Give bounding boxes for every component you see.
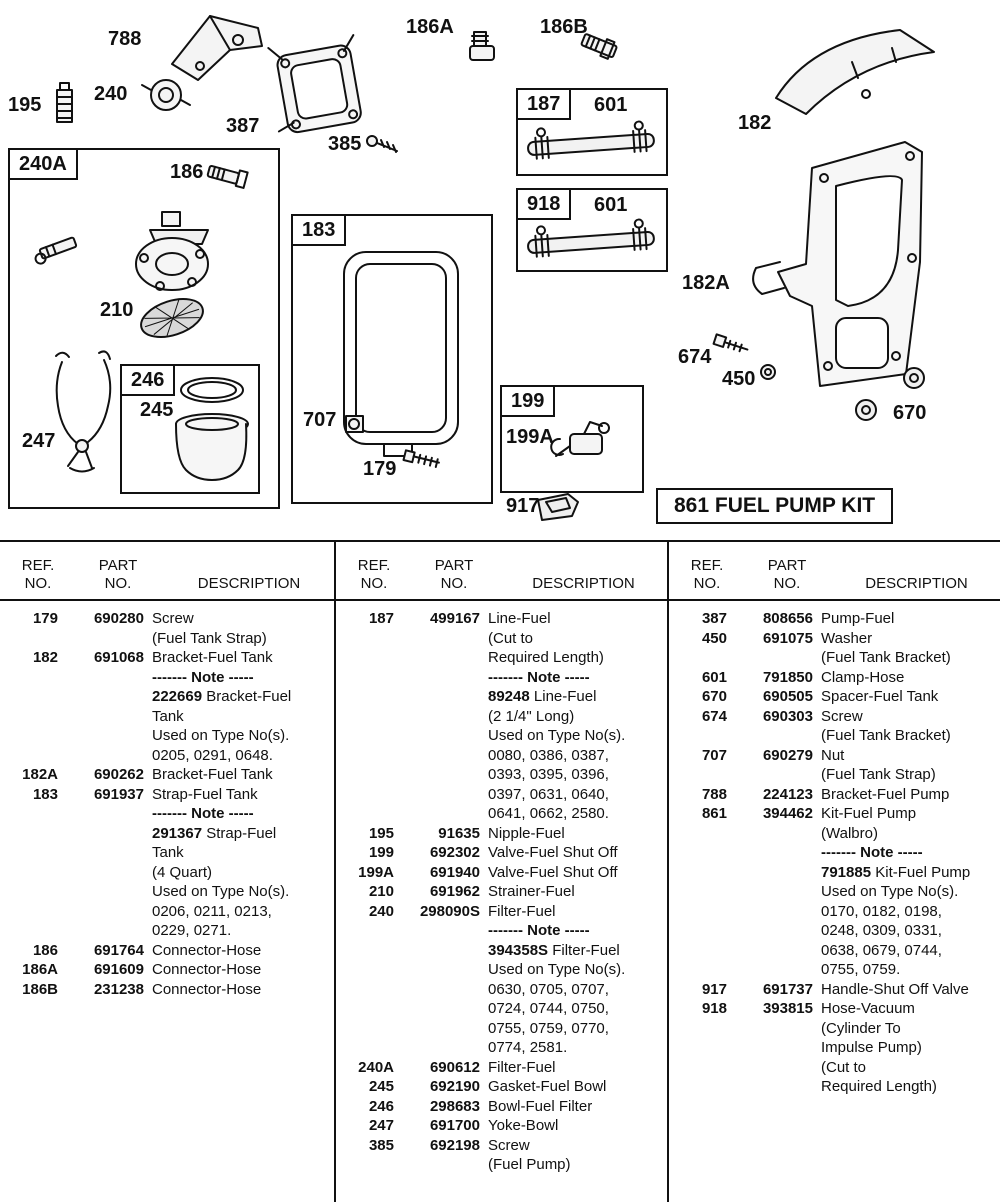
callout-186B: 186B bbox=[540, 16, 588, 38]
description-line: (Fuel Tank Bracket) bbox=[821, 649, 951, 666]
callout-199A: 199A bbox=[506, 426, 554, 448]
parts-entry bbox=[669, 980, 1000, 1000]
part-no: 231238 bbox=[93, 980, 144, 998]
description-line: Connector-Hose bbox=[152, 961, 262, 978]
description-line: 791885 Kit-Fuel Pump bbox=[821, 863, 971, 881]
description-line: 0724, 0744, 0750, bbox=[488, 1000, 609, 1017]
description-line: Tank bbox=[152, 844, 184, 861]
description-line: (Cut to bbox=[488, 629, 534, 647]
description bbox=[488, 824, 667, 844]
description bbox=[488, 1136, 667, 1175]
parts-entry bbox=[336, 609, 667, 824]
description-line: Used on Type No(s). bbox=[488, 727, 626, 744]
ref-no: 182 bbox=[32, 649, 58, 666]
part-no: 691764 bbox=[93, 941, 144, 959]
part-no: 691937 bbox=[93, 785, 144, 803]
part-no: 298090S bbox=[419, 902, 480, 920]
table-header-3 bbox=[669, 542, 1000, 601]
parts-entry bbox=[336, 1116, 667, 1136]
header-ref-no bbox=[344, 557, 404, 593]
ref-no: 199 bbox=[368, 844, 394, 861]
parts-entry bbox=[669, 687, 1000, 707]
header-ref-line1: REF. bbox=[357, 557, 391, 574]
description bbox=[152, 980, 334, 1000]
description bbox=[821, 707, 1000, 746]
description bbox=[821, 668, 1000, 688]
description bbox=[488, 843, 667, 863]
description-line: Yoke-Bowl bbox=[488, 1117, 559, 1134]
parts-entry bbox=[336, 902, 667, 1058]
ref-no: 186A bbox=[22, 961, 58, 978]
part-no: 690612 bbox=[429, 1058, 480, 1076]
parts-column-1 bbox=[0, 542, 334, 1202]
callout-179: 179 bbox=[363, 458, 397, 480]
callout-195: 195 bbox=[8, 94, 42, 116]
description-line: Filter-Fuel bbox=[488, 902, 556, 920]
description bbox=[488, 609, 667, 824]
parts-entry bbox=[669, 668, 1000, 688]
description-line: Gasket-Fuel Bowl bbox=[488, 1078, 607, 1095]
header-description: DESCRIPTION bbox=[865, 575, 968, 592]
description-line: Nipple-Fuel bbox=[488, 824, 565, 842]
ref-no: 183 bbox=[32, 785, 58, 803]
description-line: (2 1/4" Long) bbox=[488, 707, 575, 725]
callout-240: 240 bbox=[94, 83, 128, 105]
part-no: 690279 bbox=[762, 746, 813, 764]
header-part-line2: NO. bbox=[440, 575, 468, 592]
description-line: Strainer-Fuel bbox=[488, 883, 575, 900]
part-no: 690280 bbox=[93, 610, 144, 627]
ref-no: 179 bbox=[32, 610, 58, 627]
description-line: Screw bbox=[488, 1136, 530, 1154]
description bbox=[821, 687, 1000, 707]
header-ref-no bbox=[677, 557, 737, 593]
description bbox=[821, 980, 1000, 1000]
description-line: 0630, 0705, 0707, bbox=[488, 980, 609, 998]
part-no: 690303 bbox=[762, 707, 813, 725]
description-line: 0170, 0182, 0198, bbox=[821, 902, 942, 920]
screw-385-drawing bbox=[367, 136, 397, 152]
ref-no: 182A bbox=[22, 766, 58, 783]
header-part-no bbox=[745, 557, 829, 593]
description-line: Strap-Fuel Tank bbox=[152, 785, 258, 803]
header-ref-line1: REF. bbox=[21, 557, 55, 574]
header-description: DESCRIPTION bbox=[532, 575, 635, 592]
part-no: 692198 bbox=[429, 1136, 480, 1154]
description-line: ------- Note ----- bbox=[152, 805, 254, 822]
description bbox=[488, 1097, 667, 1117]
ref-no: 450 bbox=[701, 629, 727, 647]
description-line: Used on Type No(s). bbox=[152, 727, 290, 744]
description-line: 0638, 0679, 0744, bbox=[821, 941, 942, 959]
parts-entry bbox=[669, 999, 1000, 1097]
description-line: (Fuel Pump) bbox=[488, 1156, 571, 1173]
header-part-line2: NO. bbox=[104, 575, 132, 592]
fuel-pump-kit-title: 861 FUEL PUMP KIT bbox=[656, 488, 893, 524]
callout-183: 183 bbox=[291, 214, 346, 246]
description-line: (4 Quart) bbox=[152, 863, 213, 881]
ref-no: 918 bbox=[701, 1000, 727, 1017]
description-line: 291367 Strap-Fuel bbox=[152, 824, 277, 842]
screw-674-drawing bbox=[714, 334, 749, 354]
description-line: Bracket-Fuel Pump bbox=[821, 785, 950, 803]
description-line: Valve-Fuel Shut Off bbox=[488, 863, 618, 881]
exploded-parts-diagram bbox=[0, 0, 1000, 540]
callout-245: 245 bbox=[140, 399, 174, 421]
description-line: (Walbro) bbox=[821, 824, 878, 842]
description-line: ------- Note ----- bbox=[152, 668, 254, 686]
tank-bracket-182A-drawing bbox=[753, 142, 922, 386]
header-part-no bbox=[412, 557, 496, 593]
description-line: Used on Type No(s). bbox=[152, 883, 290, 900]
description-line: Bowl-Fuel Filter bbox=[488, 1097, 593, 1115]
header-ref-line2: NO. bbox=[24, 575, 52, 592]
callout-707: 707 bbox=[303, 409, 337, 431]
parts-column-3 bbox=[667, 542, 1000, 1202]
fuel-filter-drawing bbox=[142, 80, 190, 110]
parts-entry bbox=[0, 609, 334, 648]
description-line: Required Length) bbox=[821, 1078, 937, 1095]
description bbox=[152, 960, 334, 980]
description bbox=[152, 609, 334, 648]
description bbox=[821, 609, 1000, 629]
parts-column-2 bbox=[334, 542, 667, 1202]
header-part-no bbox=[76, 557, 160, 593]
ref-no: 246 bbox=[368, 1097, 394, 1115]
description-line: Filter-Fuel bbox=[488, 1058, 556, 1076]
ref-no: 195 bbox=[368, 824, 394, 842]
description-line: 0755, 0759. bbox=[821, 961, 901, 978]
part-no: 691068 bbox=[93, 649, 144, 666]
callout-674: 674 bbox=[678, 346, 712, 368]
description-line: Bracket-Fuel Tank bbox=[152, 766, 273, 783]
parts-entry bbox=[336, 882, 667, 902]
ref-no: 210 bbox=[368, 883, 394, 900]
parts-entry bbox=[336, 824, 667, 844]
description-line: 0397, 0631, 0640, bbox=[488, 785, 609, 803]
description-line: 89248 Line-Fuel bbox=[488, 688, 597, 705]
parts-entry bbox=[669, 746, 1000, 785]
parts-entry bbox=[0, 648, 334, 765]
parts-entry bbox=[669, 629, 1000, 668]
header-part-line1: PART bbox=[767, 557, 807, 574]
ref-no: 601 bbox=[701, 668, 727, 686]
description-line: ------- Note ----- bbox=[821, 844, 923, 861]
header-part-line1: PART bbox=[98, 557, 138, 574]
header-part-line1: PART bbox=[434, 557, 474, 574]
ref-no: 186B bbox=[22, 980, 58, 998]
callout-240A: 240A bbox=[8, 148, 78, 180]
parts-entry bbox=[0, 941, 334, 961]
description bbox=[821, 746, 1000, 785]
description-line: 0248, 0309, 0331, bbox=[821, 922, 942, 939]
description bbox=[152, 765, 334, 785]
parts-entry bbox=[0, 960, 334, 980]
description-line: 0206, 0211, 0213, bbox=[152, 902, 272, 920]
description-line: ------- Note ----- bbox=[488, 668, 590, 686]
callout-450: 450 bbox=[722, 368, 756, 390]
elbow-connector-drawing bbox=[470, 32, 494, 60]
description bbox=[488, 1116, 667, 1136]
parts-entry bbox=[336, 1077, 667, 1097]
header-ref-line1: REF. bbox=[690, 557, 724, 574]
callout-670: 670 bbox=[893, 402, 927, 424]
parts-list-3 bbox=[669, 601, 1000, 1097]
part-no: 808656 bbox=[762, 610, 813, 627]
parts-entry bbox=[669, 785, 1000, 805]
description-line: 0755, 0759, 0770, bbox=[488, 1019, 609, 1037]
ref-no: 788 bbox=[701, 785, 727, 803]
header-part-line2: NO. bbox=[773, 575, 801, 592]
part-no: 691609 bbox=[93, 961, 144, 978]
table-header-2 bbox=[336, 542, 667, 601]
tank-bracket-182-drawing bbox=[776, 30, 934, 114]
description bbox=[152, 648, 334, 765]
callout-186: 186 bbox=[170, 161, 204, 183]
description-line: Screw bbox=[152, 610, 194, 627]
description-line: Nut bbox=[821, 746, 845, 764]
description-line: Used on Type No(s). bbox=[488, 961, 626, 978]
description-line: Handle-Shut Off Valve bbox=[821, 980, 969, 998]
callout-918: 918 bbox=[516, 188, 571, 220]
description-line: 0641, 0662, 2580. bbox=[488, 805, 609, 822]
description-line: Connector-Hose bbox=[152, 941, 262, 959]
callout-187: 187 bbox=[516, 88, 571, 120]
description-line: Hose-Vacuum bbox=[821, 1000, 915, 1017]
description-line: 0080, 0386, 0387, bbox=[488, 746, 609, 764]
callout-385: 385 bbox=[328, 133, 362, 155]
description bbox=[152, 941, 334, 961]
description-line: 0205, 0291, 0648. bbox=[152, 746, 273, 764]
callout-199: 199 bbox=[500, 385, 555, 417]
ref-no: 674 bbox=[701, 707, 727, 725]
description bbox=[488, 902, 667, 1058]
header-ref-line2: NO. bbox=[693, 575, 721, 592]
ref-no: 385 bbox=[368, 1136, 394, 1154]
callout-186A: 186A bbox=[406, 16, 454, 38]
description bbox=[152, 785, 334, 941]
description bbox=[821, 785, 1000, 805]
callout-788: 788 bbox=[108, 28, 142, 50]
description-line: Used on Type No(s). bbox=[821, 883, 959, 900]
description bbox=[488, 1058, 667, 1078]
callout-210: 210 bbox=[100, 299, 134, 321]
description-line: Pump-Fuel bbox=[821, 610, 895, 627]
callout-247: 247 bbox=[22, 430, 56, 452]
parts-entry bbox=[0, 980, 334, 1000]
part-no: 91635 bbox=[438, 824, 480, 842]
part-no: 499167 bbox=[429, 610, 480, 627]
part-no: 298683 bbox=[429, 1097, 480, 1115]
ref-no: 240A bbox=[358, 1058, 394, 1076]
parts-entry bbox=[336, 1136, 667, 1175]
part-no: 690505 bbox=[762, 688, 813, 705]
part-no: 224123 bbox=[762, 785, 813, 803]
description-line: Impulse Pump) bbox=[821, 1039, 922, 1056]
bracket-fuel-pump-drawing bbox=[172, 16, 262, 80]
ref-no: 861 bbox=[701, 805, 727, 822]
description-line: (Cut to bbox=[821, 1058, 867, 1076]
part-no: 691940 bbox=[429, 863, 480, 881]
shutoff-handle-drawing bbox=[538, 494, 578, 520]
ref-no: 247 bbox=[368, 1117, 394, 1134]
ref-no: 707 bbox=[701, 746, 727, 764]
parts-entry bbox=[336, 863, 667, 883]
description bbox=[821, 999, 1000, 1097]
description bbox=[821, 629, 1000, 668]
header-ref-line2: NO. bbox=[360, 575, 388, 592]
ref-no: 387 bbox=[701, 610, 727, 627]
description-line: Valve-Fuel Shut Off bbox=[488, 844, 618, 861]
part-no: 691075 bbox=[762, 629, 813, 647]
description-line: (Fuel Tank Bracket) bbox=[821, 727, 951, 744]
nipple-fuel-drawing bbox=[57, 83, 72, 122]
description-line: Screw bbox=[821, 707, 863, 725]
callout-246: 246 bbox=[120, 364, 175, 396]
description-line: ------- Note ----- bbox=[488, 922, 590, 939]
description-line: Required Length) bbox=[488, 649, 604, 666]
ref-no: 670 bbox=[701, 688, 727, 705]
parts-entry bbox=[669, 804, 1000, 980]
callout-917: 917 bbox=[506, 495, 540, 517]
ref-no: 186 bbox=[32, 941, 58, 959]
fuel-pump-drawing bbox=[264, 33, 368, 135]
ref-no: 917 bbox=[701, 980, 727, 998]
parts-entry bbox=[0, 785, 334, 941]
part-no: 691962 bbox=[429, 883, 480, 900]
ref-no: 199A bbox=[358, 863, 394, 881]
description-line: Connector-Hose bbox=[152, 980, 262, 998]
header-ref-no bbox=[8, 557, 68, 593]
description bbox=[821, 804, 1000, 980]
parts-entry bbox=[669, 707, 1000, 746]
parts-entry bbox=[336, 1097, 667, 1117]
description-line: 0393, 0395, 0396, bbox=[488, 766, 609, 783]
parts-list-2 bbox=[336, 601, 667, 1175]
ref-no: 240 bbox=[368, 902, 394, 920]
part-no: 691700 bbox=[429, 1117, 480, 1134]
ref-no: 187 bbox=[368, 610, 394, 627]
part-no: 394462 bbox=[762, 805, 813, 822]
parts-entry bbox=[669, 609, 1000, 629]
part-no: 690262 bbox=[93, 766, 144, 783]
callout-182: 182 bbox=[738, 112, 772, 134]
part-no: 691737 bbox=[762, 980, 813, 998]
callout-601a: 601 bbox=[594, 94, 628, 116]
table-header-1 bbox=[0, 542, 334, 601]
description bbox=[488, 1077, 667, 1097]
description bbox=[488, 882, 667, 902]
parts-entry bbox=[336, 843, 667, 863]
parts-entry bbox=[336, 1058, 667, 1078]
description-line: Clamp-Hose bbox=[821, 668, 905, 686]
description-line: 394358S Filter-Fuel bbox=[488, 941, 620, 959]
description-line: (Fuel Tank Strap) bbox=[821, 766, 936, 783]
part-no: 393815 bbox=[762, 1000, 813, 1017]
description bbox=[488, 863, 667, 883]
description-line: 0229, 0271. bbox=[152, 922, 232, 939]
description-line: Line-Fuel bbox=[488, 610, 551, 627]
description-line: (Fuel Tank Strap) bbox=[152, 629, 267, 647]
parts-entry bbox=[0, 765, 334, 785]
description-line: Spacer-Fuel Tank bbox=[821, 688, 939, 705]
washer-drawing bbox=[761, 365, 775, 379]
parts-list-1 bbox=[0, 601, 334, 999]
description-line: Kit-Fuel Pump bbox=[821, 805, 917, 822]
description-line: Washer bbox=[821, 629, 873, 647]
parts-table bbox=[0, 540, 1000, 1202]
callout-601b: 601 bbox=[594, 194, 628, 216]
callout-182A: 182A bbox=[682, 272, 730, 294]
header-description: DESCRIPTION bbox=[197, 575, 301, 592]
ref-no: 245 bbox=[368, 1078, 394, 1095]
description-line: 222669 Bracket-Fuel bbox=[152, 688, 292, 705]
description-line: Bracket-Fuel Tank bbox=[152, 649, 273, 666]
part-no: 692302 bbox=[429, 844, 480, 861]
description-line: (Cylinder To bbox=[821, 1019, 901, 1037]
part-no: 692190 bbox=[429, 1078, 480, 1095]
callout-387: 387 bbox=[226, 115, 260, 137]
part-no: 791850 bbox=[762, 668, 813, 686]
description-line: 0774, 2581. bbox=[488, 1039, 568, 1056]
description-line: Tank bbox=[152, 707, 184, 725]
